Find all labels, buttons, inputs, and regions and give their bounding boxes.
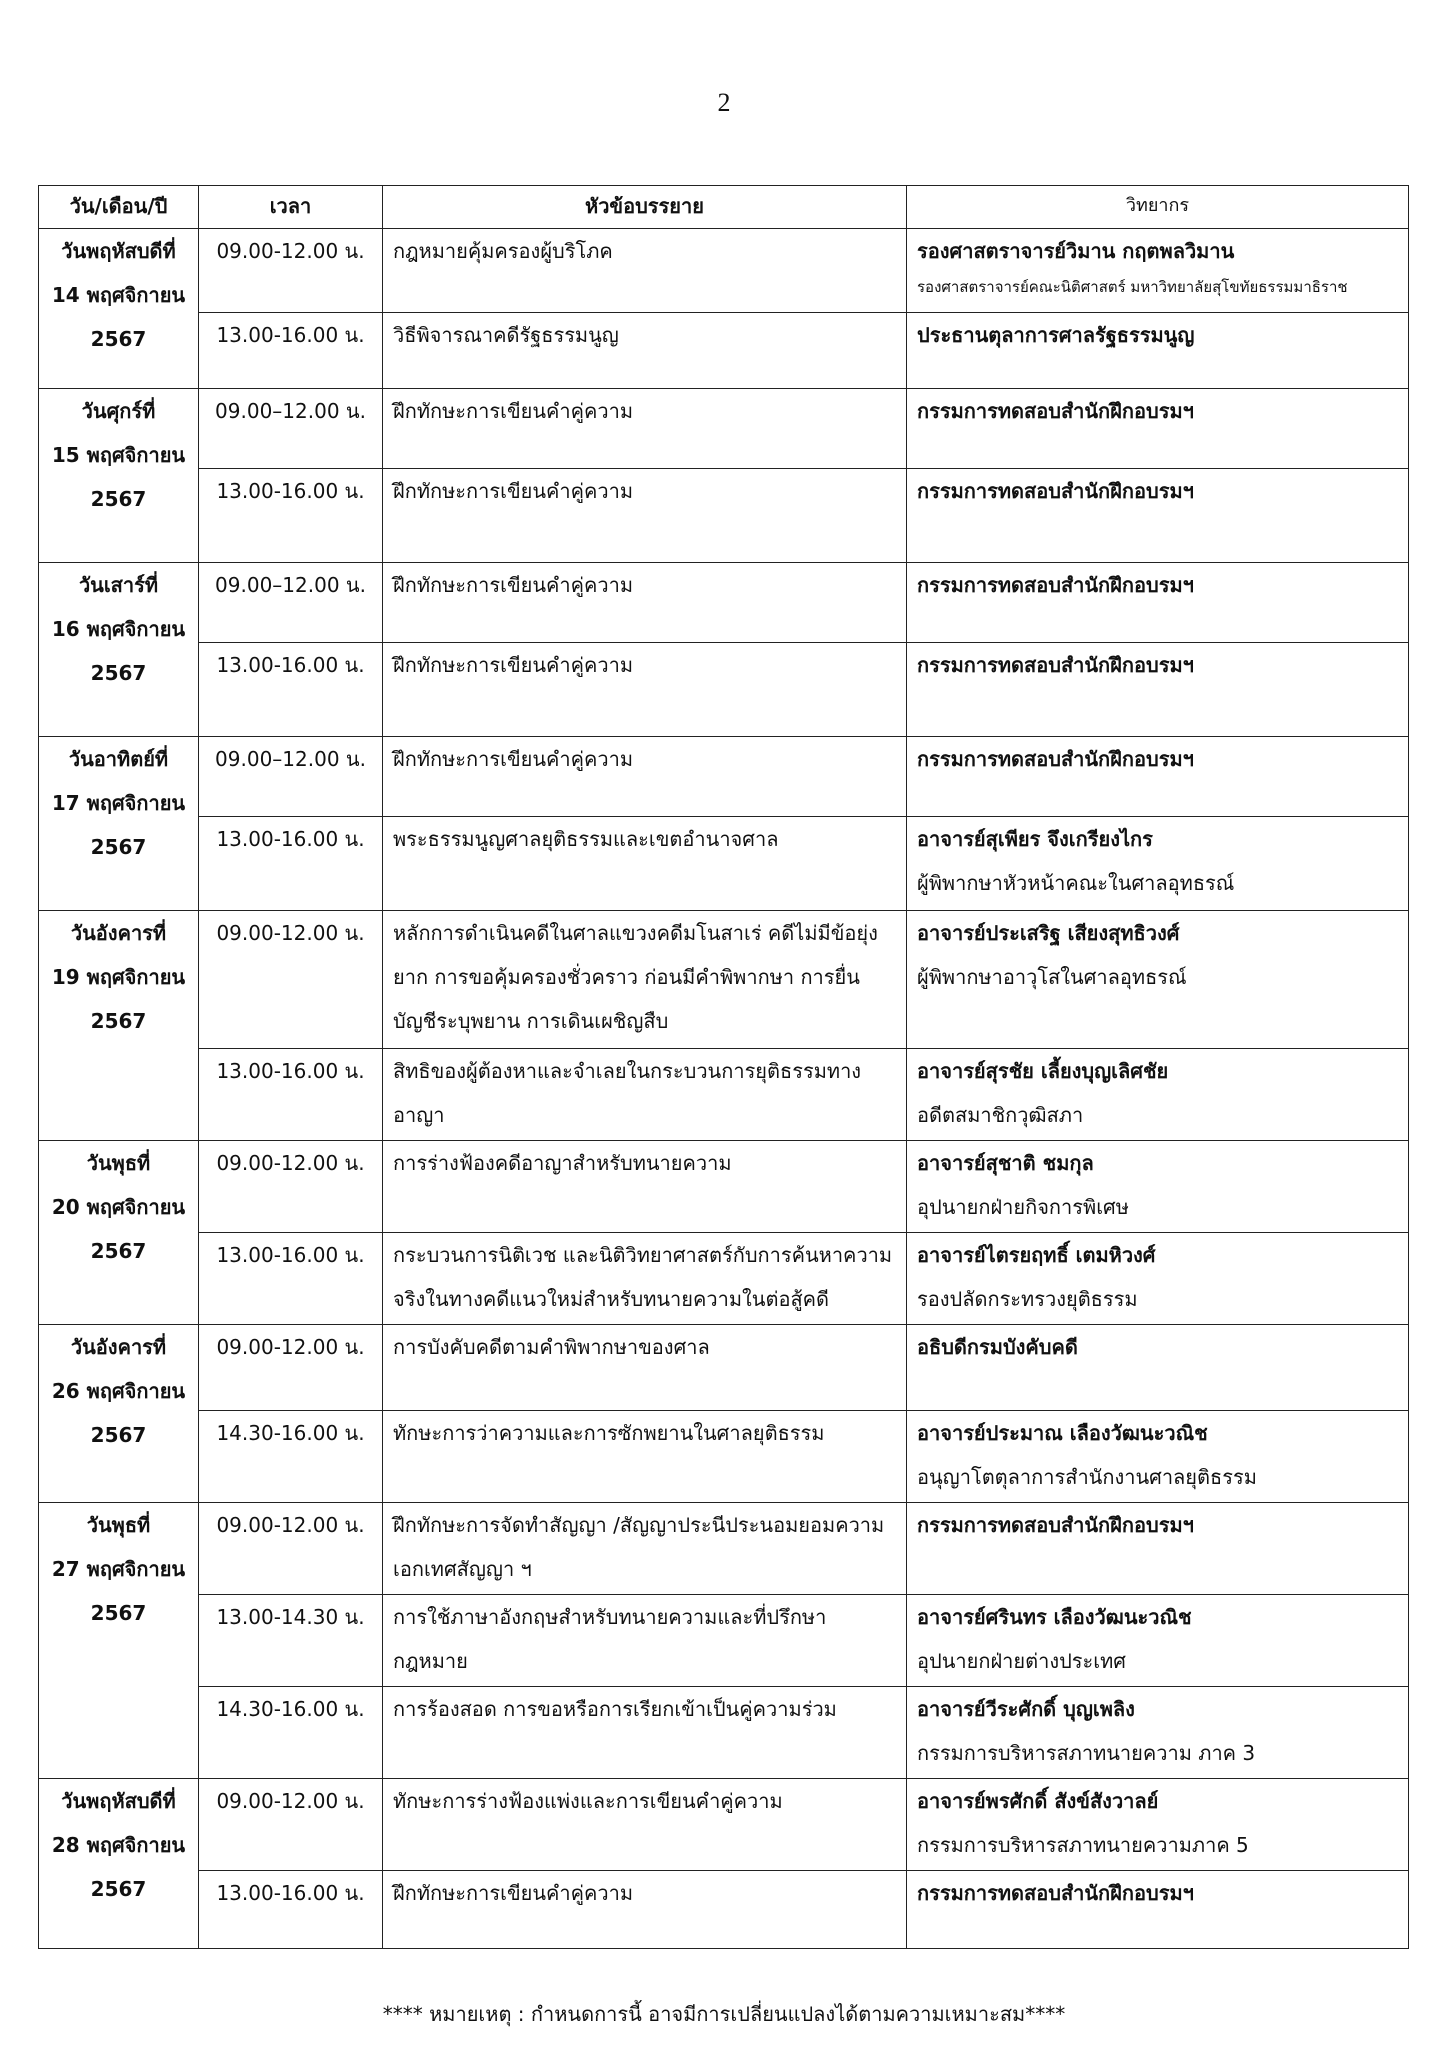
table-row <box>39 817 1409 911</box>
session-speaker-cell <box>907 643 1409 737</box>
session-time: 09.00-12.00 น. <box>199 1141 383 1233</box>
date-day: วันพฤหัสบดีที่ <box>61 1789 176 1813</box>
session-time: 14.30-16.00 น. <box>199 1411 383 1503</box>
table-row <box>39 1049 1409 1141</box>
session-speaker-cell <box>907 1687 1409 1779</box>
speaker-name: กรรมการทดสอบสำนักฝึกอบรมฯ <box>917 1881 1194 1905</box>
table-row <box>39 313 1409 389</box>
session-time: 09.00-12.00 น. <box>199 229 383 313</box>
date-day: วันศุกร์ที่ <box>81 399 156 423</box>
speaker-name: อาจารย์ประเสริฐ เสียงสุทธิวงศ์ <box>917 921 1180 945</box>
session-time: 13.00-16.00 น. <box>199 1233 383 1325</box>
session-topic: ฝึกทักษะการเขียนคำคู่ความ <box>383 389 907 469</box>
table-row <box>39 1411 1409 1503</box>
speaker-name: อาจารย์พรศักดิ์ สังข์สังวาลย์ <box>917 1789 1159 1813</box>
speaker-title: รองปลัดกระทรวงยุติธรรม <box>917 1287 1138 1311</box>
date-date: 28 พฤศจิกายน <box>51 1833 186 1857</box>
table-row <box>39 1687 1409 1779</box>
session-speaker-cell <box>907 563 1409 643</box>
session-speaker-cell <box>907 817 1409 911</box>
page-number: 2 <box>717 88 731 117</box>
header-speaker: วิทยากร <box>907 186 1409 229</box>
date-cell <box>39 563 199 737</box>
date-cell <box>39 737 199 911</box>
session-topic: การใช้ภาษาอังกฤษสำหรับทนายความและที่ปรึกษากฎหมาย <box>383 1595 907 1687</box>
session-time: 09.00-12.00 น. <box>199 1503 383 1595</box>
session-topic: การร่างฟ้องคดีอาญาสำหรับทนายความ <box>383 1141 907 1233</box>
speaker-name: อาจารย์สุชาติ ชมกุล <box>917 1151 1094 1175</box>
speaker-title: ผู้พิพากษาอาวุโสในศาลอุทธรณ์ <box>917 965 1187 989</box>
date-year: 2567 <box>90 1601 147 1625</box>
session-time: 13.00-16.00 น. <box>199 313 383 389</box>
session-topic: วิธีพิจารณาคดีรัฐธรรมนูญ <box>383 313 907 389</box>
session-time: 13.00-16.00 น. <box>199 643 383 737</box>
session-speaker-cell <box>907 737 1409 817</box>
speaker-title: อุปนายกฝ่ายต่างประเทศ <box>917 1649 1126 1673</box>
speaker-title: ผู้พิพากษาหัวหน้าคณะในศาลอุทธรณ์ <box>917 871 1235 895</box>
table-row <box>39 563 1409 643</box>
speaker-title: อนุญาโตตุลาการสำนักงานศาลยุติธรรม <box>917 1465 1257 1489</box>
session-time: 13.00-14.30 น. <box>199 1595 383 1687</box>
header-topic: หัวข้อบรรยาย <box>383 186 907 229</box>
date-year: 2567 <box>90 835 147 859</box>
session-topic: กฎหมายคุ้มครองผู้บริโภค <box>383 229 907 313</box>
schedule-body <box>39 229 1409 1949</box>
table-row <box>39 1233 1409 1325</box>
speaker-name: อาจารย์สุเพียร จึงเกรียงไกร <box>917 827 1153 851</box>
speaker-name: กรรมการทดสอบสำนักฝึกอบรมฯ <box>917 573 1194 597</box>
speaker-name: ประธานตุลาการศาลรัฐธรรมนูญ <box>917 323 1195 347</box>
date-cell <box>39 1503 199 1779</box>
speaker-name: กรรมการทดสอบสำนักฝึกอบรมฯ <box>917 479 1194 503</box>
session-time: 13.00-16.00 น. <box>199 1871 383 1949</box>
session-speaker-cell <box>907 1049 1409 1141</box>
date-day: วันเสาร์ที่ <box>78 573 159 597</box>
speaker-title: อุปนายกฝ่ายกิจการพิเศษ <box>917 1195 1129 1219</box>
schedule-table <box>38 185 1409 1949</box>
date-cell <box>39 1141 199 1325</box>
speaker-title: กรรมการบริหารสภาทนายความภาค 5 <box>917 1833 1249 1857</box>
date-year: 2567 <box>90 661 147 685</box>
session-time: 09.00–12.00 น. <box>199 389 383 469</box>
date-day: วันอาทิตย์ที่ <box>68 747 169 771</box>
date-day: วันอังคารที่ <box>70 921 167 945</box>
session-time: 13.00-16.00 น. <box>199 469 383 563</box>
date-year: 2567 <box>90 1239 147 1263</box>
session-time: 09.00-12.00 น. <box>199 911 383 1049</box>
date-date: 15 พฤศจิกายน <box>51 443 186 467</box>
session-topic: ฝึกทักษะการเขียนคำคู่ความ <box>383 469 907 563</box>
date-date: 14 พฤศจิกายน <box>51 283 186 307</box>
session-speaker-cell <box>907 1595 1409 1687</box>
date-cell <box>39 389 199 563</box>
session-topic: การบังคับคดีตามคำพิพากษาของศาล <box>383 1325 907 1411</box>
session-speaker-cell <box>907 1233 1409 1325</box>
session-speaker-cell <box>907 1779 1409 1871</box>
table-row <box>39 469 1409 563</box>
session-topic: ฝึกทักษะการเขียนคำคู่ความ <box>383 563 907 643</box>
session-speaker-cell <box>907 389 1409 469</box>
session-topic: ฝึกทักษะการเขียนคำคู่ความ <box>383 643 907 737</box>
speaker-name: อธิบดีกรมบังคับคดี <box>917 1335 1078 1359</box>
date-year: 2567 <box>90 1009 147 1033</box>
header-time: เวลา <box>199 186 383 229</box>
session-topic: พระธรรมนูญศาลยุติธรรมและเขตอำนาจศาล <box>383 817 907 911</box>
speaker-name: กรรมการทดสอบสำนักฝึกอบรมฯ <box>917 1513 1194 1537</box>
session-time: 09.00-12.00 น. <box>199 1779 383 1871</box>
session-time: 09.00–12.00 น. <box>199 737 383 817</box>
session-time: 14.30-16.00 น. <box>199 1687 383 1779</box>
session-speaker-cell <box>907 1325 1409 1411</box>
date-year: 2567 <box>90 1877 147 1901</box>
session-speaker-cell <box>907 313 1409 389</box>
date-day: วันพุธที่ <box>86 1513 151 1537</box>
speaker-title: อดีตสมาชิกวุฒิสภา <box>917 1103 1084 1127</box>
speaker-name: กรรมการทดสอบสำนักฝึกอบรมฯ <box>917 747 1194 771</box>
speaker-name: กรรมการทดสอบสำนักฝึกอบรมฯ <box>917 399 1194 423</box>
table-row <box>39 1779 1409 1871</box>
date-date: 17 พฤศจิกายน <box>51 791 186 815</box>
session-topic: สิทธิของผู้ต้องหาและจำเลยในกระบวนการยุติธรรมทางอาญา <box>383 1049 907 1141</box>
session-topic: หลักการดำเนินคดีในศาลแขวงคดีมโนสาเร่ คดีไม่มีข้อยุ่งยาก การขอคุ้มครองชั่วคราว ก่อนมีคำพิพากษา การยื่นบัญชีระบุพยาน การเดินเผชิญสืบ <box>383 911 907 1049</box>
header-date: วัน/เดือน/ปี <box>39 186 199 229</box>
session-speaker-cell <box>907 1411 1409 1503</box>
date-day: วันพุธที่ <box>86 1151 151 1175</box>
session-speaker-cell <box>907 1141 1409 1233</box>
table-row <box>39 1871 1409 1949</box>
table-row <box>39 911 1409 1049</box>
date-year: 2567 <box>90 327 147 351</box>
session-topic: การร้องสอด การขอหรือการเรียกเข้าเป็นคู่ความร่วม <box>383 1687 907 1779</box>
session-topic: ฝึกทักษะการเขียนคำคู่ความ <box>383 1871 907 1949</box>
table-row <box>39 737 1409 817</box>
speaker-name: รองศาสตราจารย์วิมาน กฤตพลวิมาน <box>917 239 1235 263</box>
table-row <box>39 1595 1409 1687</box>
speaker-name: อาจารย์ศรินทร เลืองวัฒนะวณิช <box>917 1605 1192 1629</box>
table-row <box>39 1141 1409 1233</box>
date-cell <box>39 911 199 1141</box>
speaker-name: อาจารย์สุรชัย เลี้ยงบุญเลิศชัย <box>917 1059 1169 1083</box>
speaker-name: อาจารย์วีระศักดิ์ บุญเพลิง <box>917 1697 1135 1721</box>
table-row <box>39 1325 1409 1411</box>
date-day: วันพฤหัสบดีที่ <box>61 239 176 263</box>
speaker-name: อาจารย์ไตรยฤทธิ์ เตมหิวงศ์ <box>917 1243 1156 1267</box>
session-speaker-cell <box>907 229 1409 313</box>
date-date: 19 พฤศจิกายน <box>51 965 186 989</box>
session-speaker-cell <box>907 1503 1409 1595</box>
session-speaker-cell <box>907 469 1409 563</box>
date-cell <box>39 229 199 389</box>
date-date: 26 พฤศจิกายน <box>51 1379 186 1403</box>
session-time: 13.00-16.00 น. <box>199 1049 383 1141</box>
table-row <box>39 643 1409 737</box>
session-topic: ฝึกทักษะการเขียนคำคู่ความ <box>383 737 907 817</box>
table-row <box>39 229 1409 313</box>
session-speaker-cell <box>907 1871 1409 1949</box>
date-date: 20 พฤศจิกายน <box>51 1195 186 1219</box>
speaker-title: กรรมการบริหารสภาทนายความ ภาค 3 <box>917 1741 1256 1765</box>
session-speaker-cell <box>907 911 1409 1049</box>
session-topic: กระบวนการนิติเวช และนิติวิทยาศาสตร์กับการค้นหาความจริงในทางคดีแนวใหม่สำหรับทนายความในต่อสู้คดี <box>383 1233 907 1325</box>
speaker-title: รองศาสตราจารย์คณะนิติศาสตร์ มหาวิทยาลัยสุโขทัยธรรมมาธิราช <box>917 278 1348 296</box>
date-cell <box>39 1325 199 1503</box>
session-time: 09.00–12.00 น. <box>199 563 383 643</box>
session-topic: ทักษะการร่างฟ้องแพ่งและการเขียนคำคู่ความ <box>383 1779 907 1871</box>
date-date: 16 พฤศจิกายน <box>51 617 186 641</box>
date-date: 27 พฤศจิกายน <box>51 1557 186 1581</box>
session-time: 13.00-16.00 น. <box>199 817 383 911</box>
session-time: 09.00-12.00 น. <box>199 1325 383 1411</box>
date-year: 2567 <box>90 487 147 511</box>
footnote: **** หมายเหตุ : กำหนดการนี้ อาจมีการเปลี่ยนแปลงได้ตามความเหมาะสม**** <box>382 2002 1066 2026</box>
date-year: 2567 <box>90 1423 147 1447</box>
table-row <box>39 1503 1409 1595</box>
table-row <box>39 389 1409 469</box>
date-cell <box>39 1779 199 1949</box>
session-topic: ฝึกทักษะการจัดทำสัญญา /สัญญาประนีประนอมยอมความ เอกเทศสัญญา ฯ <box>383 1503 907 1595</box>
session-topic: ทักษะการว่าความและการซักพยานในศาลยุติธรรม <box>383 1411 907 1503</box>
table-header-row <box>39 186 1409 229</box>
speaker-name: อาจารย์ประมาณ เลืองวัฒนะวณิช <box>917 1421 1208 1445</box>
date-day: วันอังคารที่ <box>70 1335 167 1359</box>
speaker-name: กรรมการทดสอบสำนักฝึกอบรมฯ <box>917 653 1194 677</box>
